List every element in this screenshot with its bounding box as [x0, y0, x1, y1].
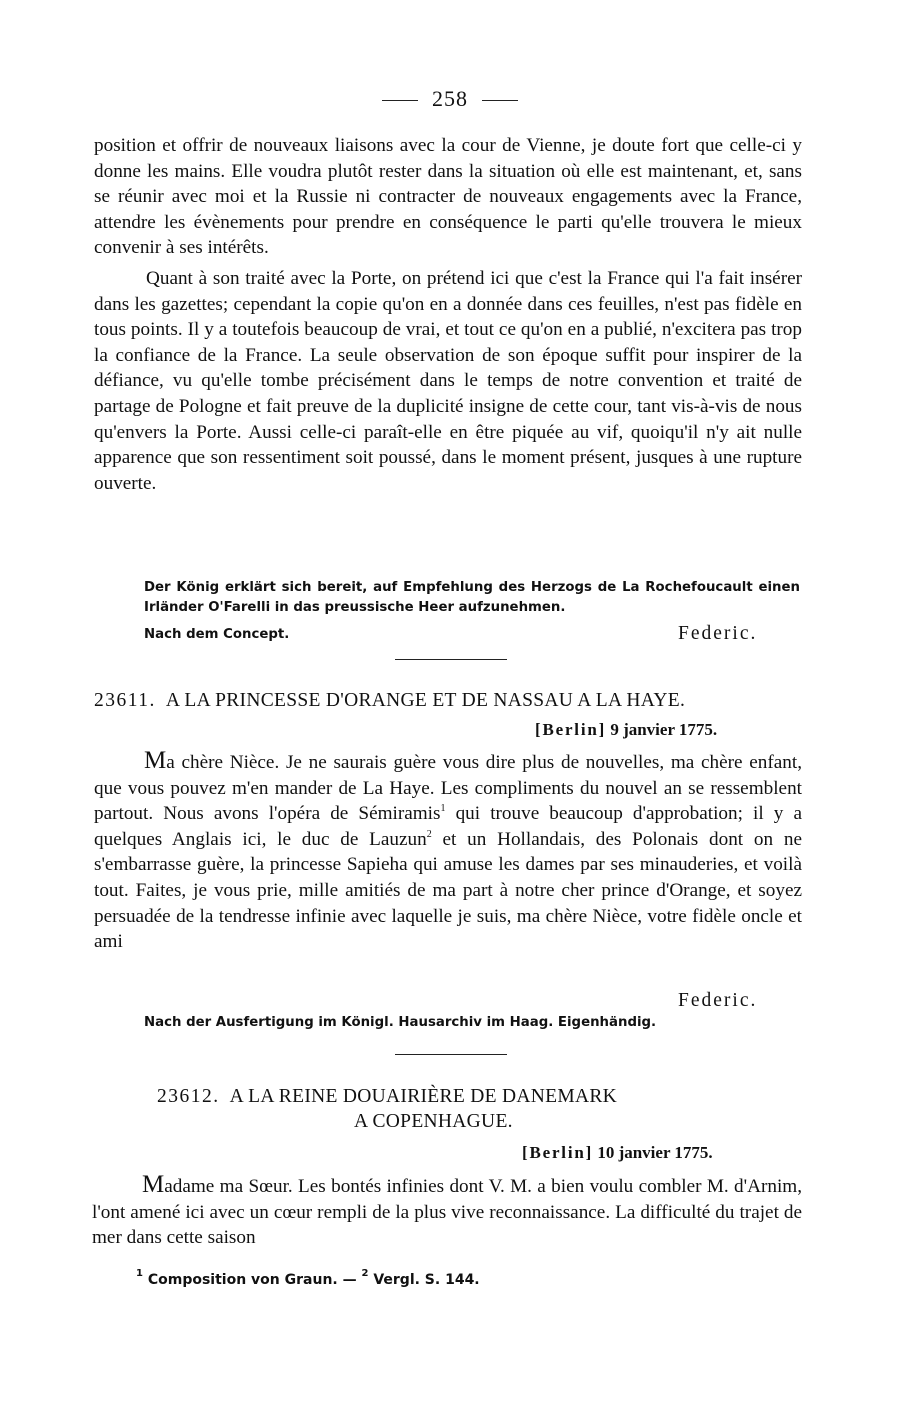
letter-23611-place: [Berlin]	[535, 720, 607, 739]
footnote-2-mark: 2	[361, 1268, 369, 1279]
letter-23612-date-text: 10 janvier 1775.	[597, 1143, 713, 1162]
editorial-note: Der König erklärt sich bereit, auf Empfehlung des Herzogs de La Rochefoucault einen Irländer O'Farelli in das preussische Heer aufzunehmen.	[144, 580, 800, 615]
letter-23611-paragraph	[94, 748, 802, 955]
footnote-ref-1: 1	[440, 803, 446, 815]
letter-23611-date-text: 9 janvier 1775.	[610, 720, 718, 739]
source-note-concept: Nach dem Concept.	[144, 627, 290, 642]
header-dash-left	[382, 100, 418, 101]
signature-1: Federic.	[678, 623, 758, 644]
section-rule-1	[395, 659, 507, 660]
letter-23611-date	[535, 720, 717, 740]
letter-23611-heading	[94, 690, 685, 712]
letter-23612-text: adame ma Sœur. Les bontés infinies dont V. M. a bien voulu combler M. d'Arnim, l'ont amené ici avec un cœur rempli de la plus vive reconnaissance. La difficulté du trajet de mer dans cette saison	[92, 1176, 802, 1249]
letter-23611-body	[94, 748, 802, 955]
letter-23611-text-2: qui trouve beaucoup d'approbation; il y a quelques Anglais ici, le duc de Lauzun	[94, 803, 802, 850]
letter-23611-number: 23611.	[94, 690, 156, 711]
letter-23612-number: 23612.	[157, 1086, 220, 1107]
footnote-ref-2: 2	[426, 828, 432, 840]
letter-23611-initial: M	[144, 747, 167, 774]
letter-23612-body	[92, 1172, 802, 1251]
footnote-2: Vergl. S. 144.	[373, 1272, 480, 1288]
header-dash-right	[482, 100, 518, 101]
continuation-text	[94, 133, 802, 496]
footnotes	[136, 1268, 776, 1288]
letter-23611-title: A LA PRINCESSE D'ORANGE ET DE NASSAU A LA HAYE.	[165, 690, 686, 711]
letter-23612-paragraph	[92, 1172, 802, 1251]
letter-23611-text-1: a chère Nièce. Je ne saurais guère vous dire plus de nouvelles, ma chère enfant, que vous pouvez m'en mander de La Haye. Les compliments du nouvel an se ressemblent partout. Nous avons l'opéra de Sémiramis	[94, 752, 802, 825]
continuation-paragraph-1: position et offrir de nouveaux liaisons avec la cour de Vienne, je doute fort que celle-ci y donne les mains. Elle voudra plutôt rester dans la situation où elle est maintenant, et, sans se réunir avec moi et la Russie ni contracter de nouveaux engagements avec la France, attendre les évènements pour prendre en conséquence le parti qu'elle trouvera le mieux convenir à ses intérêts.	[94, 135, 802, 259]
letter-23612-place: [Berlin]	[522, 1143, 594, 1162]
letter-23612-initial: M	[142, 1171, 165, 1198]
footnote-1: Composition von Graun. —	[147, 1272, 357, 1288]
source-note-hausarchiv: Nach der Ausfertigung im Königl. Hausarchiv im Haag. Eigenhändig.	[144, 1015, 657, 1030]
letter-23612-heading	[157, 1086, 617, 1108]
footnote-1-mark: 1	[136, 1268, 143, 1279]
letter-23612-title-line-1: A LA REINE DOUAIRIÈRE DE DANEMARK	[229, 1086, 618, 1107]
signature-2: Federic.	[678, 990, 758, 1011]
letter-23611-text-3: et un Hollandais, des Polonais dont on ne s'embarrasse guère, la princesse Sapieha qui amuse les dames par ses minauderies, et voilà tout. Faites, je vous prie, mille amitiés de ma part à notre cher prince d'Orange, et soyez persuadée de la tendresse infinie avec laquelle je suis, ma chère Nièce, votre fidèle oncle et ami	[94, 828, 802, 953]
page-number-header	[0, 86, 900, 112]
letter-23612-date	[522, 1143, 713, 1163]
page-number: 258	[432, 86, 468, 111]
section-rule-2	[395, 1054, 507, 1055]
letter-23612-title-line-2: A COPENHAGUE.	[354, 1111, 513, 1132]
continuation-paragraph-2: Quant à son traité avec la Porte, on prétend ici que c'est la France qui l'a fait insérer dans les gazettes; cependant la copie qu'on en a donnée dans ces feuilles, n'est pas fidèle en tous points. Il y a toutefois beaucoup de vrai, et tout ce qu'on en a publié, n'excitera pas trop la confiance de la France. La seule observation de son époque suffit pour inspirer de la défiance, vu qu'elle tombe précisément dans le temps de notre convention et traité de partage de Pologne et fait preuve de la duplicité insigne de cette cour, tant vis-à-vis de nous qu'envers la Porte. Aussi celle-ci paraît-elle en être piquée au vif, quoiqu'il n'y ait nulle apparence que son ressentiment soit poussé, dans le moment présent, jusques à une rupture ouverte.	[94, 267, 802, 494]
